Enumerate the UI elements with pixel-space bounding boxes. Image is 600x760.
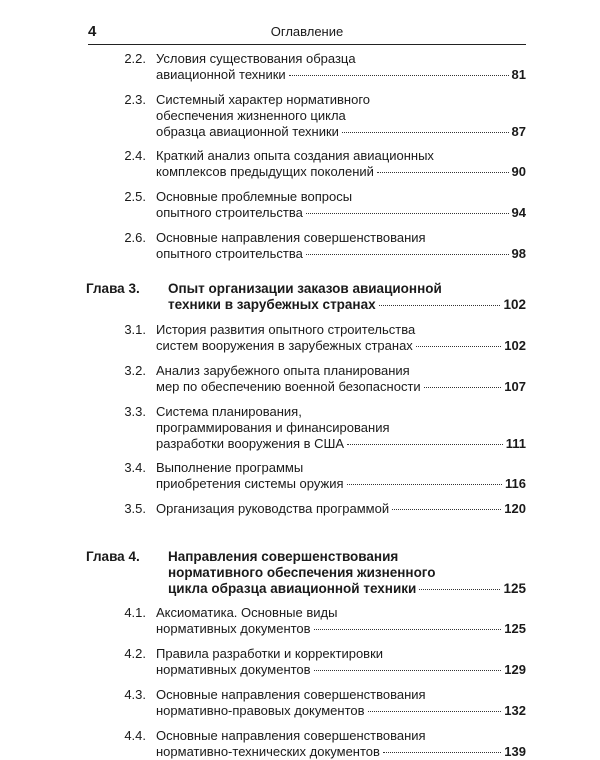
toc-page-number: 125 (503, 581, 526, 596)
dot-leader (289, 75, 509, 76)
dot-leader (342, 132, 509, 133)
toc-page-number: 81 (511, 67, 526, 82)
toc-entry-number: 2.4. (124, 148, 146, 163)
toc-entry-number: 4.2. (124, 646, 146, 661)
toc-entry-title (156, 605, 526, 637)
toc-title-last-line (156, 205, 526, 221)
toc-title-last-line (156, 501, 526, 517)
dot-leader (383, 752, 501, 753)
toc-title-line: Условия существования образца (156, 51, 356, 66)
toc-title-last-line (156, 164, 526, 180)
dot-leader (424, 387, 502, 388)
toc-title-line: Система планирования, (156, 404, 302, 419)
toc-page-number: 94 (511, 205, 526, 220)
toc-title-line: нормативного обеспечения жизненного (168, 565, 436, 580)
toc-title-last-line (156, 124, 526, 140)
toc-title-line: Основные проблемные вопросы (156, 189, 353, 204)
toc-entry-title (156, 148, 526, 180)
toc-title-line: Анализ зарубежного опыта планирования (156, 363, 410, 378)
toc-title-last-line (156, 246, 526, 262)
toc-entry-number: 2.5. (124, 189, 146, 204)
toc-title-last-line (168, 297, 526, 313)
toc-entry-title (156, 322, 526, 354)
toc-entry-number: 4.4. (124, 728, 146, 743)
toc-title-line: опытного строительства (156, 205, 303, 220)
toc-title-line: разработки вооружения в США (156, 436, 345, 451)
toc-title-last-line (156, 67, 526, 83)
toc-title-line: Опыт организации заказов авиационной (168, 281, 442, 296)
toc-entry-number: 3.2. (124, 363, 146, 378)
toc-entry-number: 2.2. (124, 51, 146, 66)
toc-entry-title (156, 404, 526, 452)
toc-title-line: Системный характер нормативного (156, 92, 371, 107)
toc-entry-title (156, 646, 526, 678)
toc-title-last-line (156, 744, 526, 760)
toc-page-number: 102 (503, 297, 526, 312)
toc-entry-title (156, 460, 526, 492)
toc-entry-number: 3.5. (124, 501, 146, 516)
running-title: Оглавление (270, 24, 344, 39)
toc-title-last-line (156, 436, 526, 452)
toc-entry-number: 2.3. (124, 92, 146, 107)
dot-leader (314, 629, 502, 630)
toc-page-number: 98 (511, 246, 526, 261)
dot-leader (368, 711, 502, 712)
toc-entry-title (168, 281, 526, 313)
dot-leader (347, 444, 503, 445)
toc-title-line: обеспечения жизненного цикла (156, 108, 346, 123)
toc-title-line: Основные направления совершенствования (156, 230, 426, 245)
dot-leader (377, 172, 509, 173)
dot-leader (419, 589, 500, 590)
dot-leader (379, 305, 501, 306)
toc-title-line: образца авиационной техники (156, 124, 339, 139)
toc-title-line: программирования и финансирования (156, 420, 390, 435)
toc-title-last-line (156, 379, 526, 395)
toc-entry-number: 3.4. (124, 460, 146, 475)
toc-entry-title (156, 363, 526, 395)
toc-title-line: История развития опытного строительства (156, 322, 416, 337)
toc-page-number: 107 (504, 379, 526, 394)
toc-title-line: техники в зарубежных странах (168, 297, 376, 312)
toc-title-line: нормативных документов (156, 621, 311, 636)
toc-title-line: нормативно-технических документов (156, 744, 380, 759)
toc-title-line: авиационной техники (156, 67, 286, 82)
toc-entry-title (168, 549, 526, 597)
toc-entry-number: Глава 4. (86, 549, 140, 564)
dot-leader (416, 346, 502, 347)
toc-entry-number: 4.3. (124, 687, 146, 702)
toc-page-number: 120 (504, 501, 526, 516)
toc-title-line: Направления совершенствования (168, 549, 399, 564)
toc-title-last-line (156, 338, 526, 354)
toc-title-line: цикла образца авиационной техники (168, 581, 417, 596)
toc-title-line: Основные направления совершенствования (156, 687, 426, 702)
toc-title-line: Аксиоматика. Основные виды (156, 605, 338, 620)
toc-entry-title (156, 501, 526, 517)
toc-page-number: 139 (504, 744, 526, 759)
toc-entry-number: Глава 3. (86, 281, 140, 296)
toc-title-line: комплексов предыдущих поколений (156, 164, 374, 179)
dot-leader (392, 509, 501, 510)
toc-title-last-line (156, 703, 526, 719)
toc-page-number: 90 (511, 164, 526, 179)
toc-page-number: 111 (505, 436, 526, 451)
toc-entry-number: 4.1. (124, 605, 146, 620)
dot-leader (306, 213, 509, 214)
toc-title-line: нормативно-правовых документов (156, 703, 365, 718)
running-header (88, 22, 526, 45)
toc-entry-number: 2.6. (124, 230, 146, 245)
toc-entry-title (156, 687, 526, 719)
toc-entry-title (156, 51, 526, 83)
toc-title-last-line (156, 621, 526, 637)
toc-entry-title (156, 230, 526, 262)
toc-title-line: мер по обеспечению военной безопасности (156, 379, 421, 394)
dot-leader (347, 484, 502, 485)
toc-title-line: приобретения системы оружия (156, 476, 344, 491)
toc-title-line: Организация руководства программой (156, 501, 390, 516)
toc-page-number: 116 (505, 476, 526, 491)
toc-title-line: Выполнение программы (156, 460, 304, 475)
toc-entry-title (156, 728, 526, 760)
toc-entry-number: 3.3. (124, 404, 146, 419)
toc-title-last-line (156, 662, 526, 678)
page-number: 4 (88, 23, 97, 40)
toc-title-line: нормативных документов (156, 662, 311, 677)
toc-page-number: 87 (511, 124, 526, 139)
toc-title-line: опытного строительства (156, 246, 303, 261)
toc-page-number: 129 (504, 662, 526, 677)
dot-leader (306, 254, 509, 255)
toc-entry-number: 3.1. (124, 322, 146, 337)
toc-title-line: Краткий анализ опыта создания авиационных (156, 148, 434, 163)
toc-title-line: Правила разработки и корректировки (156, 646, 384, 661)
toc-title-last-line (156, 476, 526, 492)
toc-title-line: Основные направления совершенствования (156, 728, 426, 743)
toc-title-line: систем вооружения в зарубежных странах (156, 338, 413, 353)
toc-entry-title (156, 189, 526, 221)
toc-page-number: 125 (504, 621, 526, 636)
dot-leader (314, 670, 502, 671)
toc-entry-title (156, 92, 526, 140)
toc-title-last-line (168, 581, 526, 597)
toc-page-number: 102 (504, 338, 526, 353)
toc-page-number: 132 (504, 703, 526, 718)
